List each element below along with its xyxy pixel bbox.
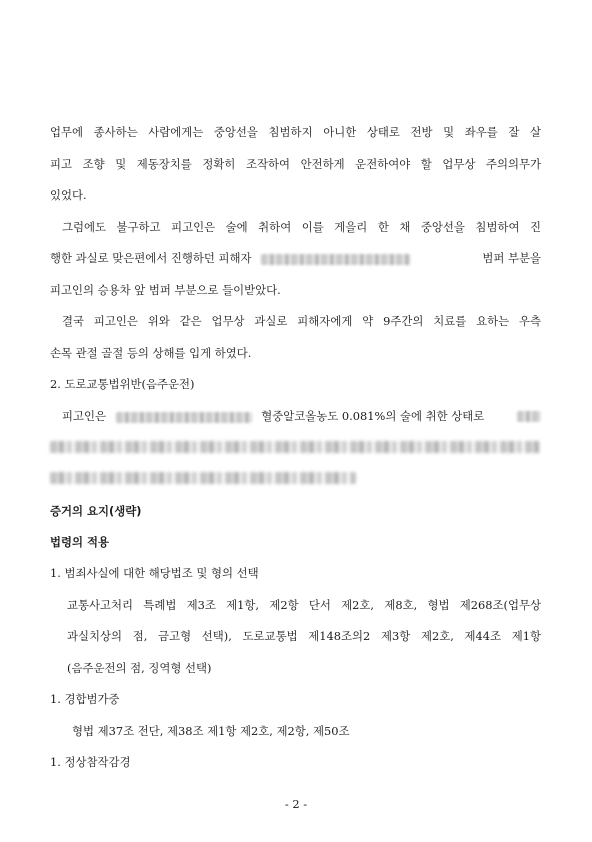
redacted-line — [50, 472, 356, 484]
paragraph-line — [62, 408, 541, 424]
list-item-title: 1. 정상참작감경 — [50, 755, 131, 769]
paragraph-line — [50, 250, 541, 266]
list-item-text: (음주운전의 점, 징역형 선택) — [67, 661, 212, 675]
law-heading: 법령의 적용 — [50, 535, 109, 549]
paragraph-line: 그럼에도 불구하고 피고인은 술에 취하여 이를 게을리 한 채 중앙선을 침범하여 진 — [62, 220, 541, 234]
paragraph-text: 피고인은 — [62, 409, 107, 423]
list-item-text: 교통사고처리 특례법 제3조 제1항, 제2항 단서 제2호, 제8호, 형법 제268조(업무상 — [67, 598, 541, 612]
paragraph-text: 범퍼 부분을 — [482, 251, 541, 265]
paragraph-line: 결국 피고인은 위와 같은 업무상 과실로 피해자에게 약 9주간의 치료를 요하는 우측 — [62, 314, 541, 328]
list-item-title: 1. 경합범가중 — [50, 692, 120, 706]
paragraph-text: 혈중알코올농도 0.081%의 술에 취한 상태로 — [261, 409, 485, 423]
redacted-line — [50, 441, 540, 453]
section-heading: 2. 도로교통법위반(음주운전) — [50, 377, 195, 391]
redacted-text — [116, 412, 252, 423]
evidence-heading: 증거의 요지(생략) — [50, 504, 142, 518]
paragraph-text: 행한 과실로 맞은편에서 진행하던 피해자 — [50, 251, 252, 265]
paragraph-line: 피고인의 승용차 앞 범퍼 부분으로 들이받았다. — [50, 283, 281, 297]
redacted-text — [261, 254, 411, 265]
redacted-text — [517, 411, 541, 422]
list-item-title: 1. 범죄사실에 대한 해당법조 및 형의 선택 — [50, 566, 259, 580]
paragraph-line: 손목 관절 골절 등의 상해를 입게 하였다. — [50, 346, 252, 360]
paragraph-line: 업무에 종사하는 사람에게는 중앙선을 침범하지 아니한 상태로 전방 및 좌우를 잘 살 — [50, 125, 541, 139]
list-item-text: 과실치상의 점, 금고형 선택), 도로교통법 제148조의2 제3항 제2호, 제44조 제1항 — [67, 629, 541, 643]
page-number: - 2 - — [284, 797, 308, 811]
list-item-text: 형법 제37조 전단, 제38조 제1항 제2호, 제2항, 제50조 — [72, 724, 350, 738]
paragraph-line: 피고 조향 및 제동장치를 정확히 조작하여 안전하게 운전하여야 할 업무상 주의의무가 — [50, 157, 541, 171]
paragraph-line: 있었다. — [50, 188, 87, 202]
